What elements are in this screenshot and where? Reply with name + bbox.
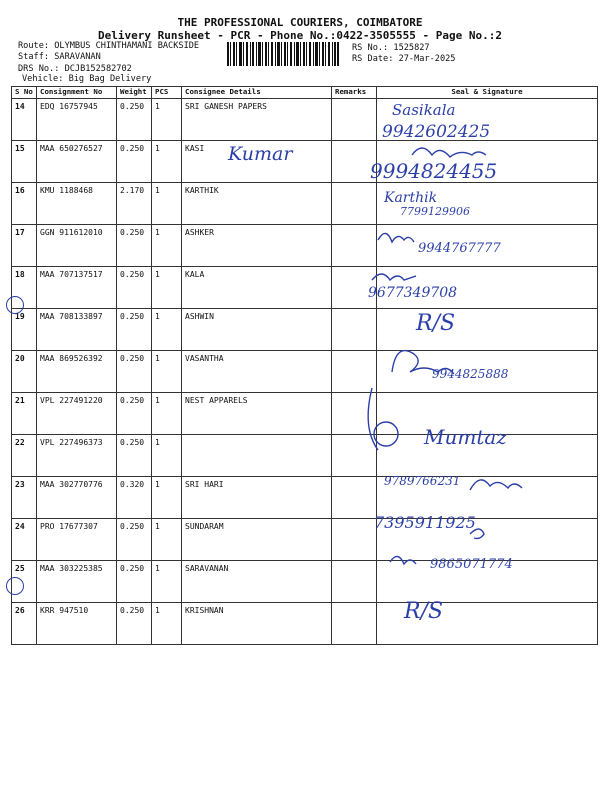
sig-18-phone: 9677349708 — [368, 285, 458, 301]
cell-weight: 0.250 — [117, 267, 152, 309]
cell-signature — [377, 267, 598, 309]
cell-consignment: VPL 227496373 — [37, 435, 117, 477]
circle-mark-26 — [6, 577, 24, 595]
table-row — [12, 309, 598, 351]
cell-sno: 22 — [12, 435, 37, 477]
cell-consignee: SUNDARAM — [182, 519, 332, 561]
cell-pcs: 1 — [152, 267, 182, 309]
table-row — [12, 99, 598, 141]
table-row — [12, 435, 598, 477]
cell-weight: 0.250 — [117, 351, 152, 393]
cell-consignee: VASANTHA — [182, 351, 332, 393]
table-row — [12, 603, 598, 645]
cell-sno: 15 — [12, 141, 37, 183]
table-row — [12, 519, 598, 561]
cell-sno: 26 — [12, 603, 37, 645]
company-title: THE PROFESSIONAL COURIERS, COIMBATORE — [177, 16, 423, 29]
cell-weight: 0.250 — [117, 99, 152, 141]
sig-14-phone: 9942602425 — [382, 122, 491, 142]
cell-weight: 0.250 — [117, 225, 152, 267]
cell-remarks — [332, 603, 377, 645]
cell-consignee: KASI — [182, 141, 332, 183]
sig-25-phone: 9865071774 — [430, 557, 513, 572]
table-row — [12, 351, 598, 393]
cell-pcs: 1 — [152, 477, 182, 519]
cell-weight: 0.320 — [117, 477, 152, 519]
sig-20-phone: 9944825888 — [432, 367, 509, 381]
col-consignment: Consignment No — [37, 87, 117, 99]
cell-pcs: 1 — [152, 99, 182, 141]
sig-15-remark: Kumar — [228, 143, 293, 165]
runsheet-table — [11, 86, 598, 645]
cell-signature — [377, 477, 598, 519]
cell-remarks — [332, 435, 377, 477]
cell-remarks — [332, 477, 377, 519]
table-row — [12, 183, 598, 225]
cell-consignment: MAA 650276527 — [37, 141, 117, 183]
cell-pcs: 1 — [152, 435, 182, 477]
cell-consignment: PRO 17677307 — [37, 519, 117, 561]
route-label: Route: OLYMBUS CHINTHAMANI BACKSIDE — [18, 41, 200, 51]
col-sno: S No — [12, 87, 37, 99]
table-row — [12, 141, 598, 183]
cell-weight: 0.250 — [117, 519, 152, 561]
cell-consignee: SARAVANAN — [182, 561, 332, 603]
cell-sno: 17 — [12, 225, 37, 267]
cell-consignment: MAA 869526392 — [37, 351, 117, 393]
cell-remarks — [332, 267, 377, 309]
sig-17-phone: 9944767777 — [418, 241, 501, 256]
cell-consignment: KMU 1188468 — [37, 183, 117, 225]
sig-16-phone: 7799129906 — [400, 205, 470, 218]
cell-pcs: 1 — [152, 309, 182, 351]
sig-14-name: Sasikala — [392, 101, 456, 119]
sig-23-phone: 9789766231 — [384, 474, 461, 488]
cell-remarks — [332, 519, 377, 561]
cell-signature — [377, 225, 598, 267]
cell-pcs: 1 — [152, 225, 182, 267]
cell-weight: 2.170 — [117, 183, 152, 225]
table-row — [12, 561, 598, 603]
rs-date: RS Date: 27-Mar-2025 — [352, 54, 456, 64]
cell-remarks — [332, 393, 377, 435]
sig-26-note: R/S — [404, 599, 444, 624]
cell-remarks — [332, 141, 377, 183]
cell-weight: 0.250 — [117, 393, 152, 435]
col-pcs: PCS — [152, 87, 182, 99]
cell-consignee: ASHKER — [182, 225, 332, 267]
cell-pcs: 1 — [152, 603, 182, 645]
vehicle-label: Vehicle: Big Bag Delivery — [22, 74, 152, 84]
col-remarks: Remarks — [332, 87, 377, 99]
cell-signature — [377, 393, 598, 435]
sig-15-phone: 9994824455 — [370, 159, 498, 183]
sig-22-name: Mumtaz — [424, 425, 507, 449]
cell-consignment: GGN 911612010 — [37, 225, 117, 267]
cell-pcs: 1 — [152, 183, 182, 225]
cell-sno: 19 — [12, 309, 37, 351]
cell-consignment: MAA 302770776 — [37, 477, 117, 519]
cell-remarks — [332, 351, 377, 393]
cell-consignment: MAA 303225385 — [37, 561, 117, 603]
cell-consignee: SRI HARI — [182, 477, 332, 519]
cell-weight: 0.250 — [117, 309, 152, 351]
cell-consignee: KRISHNAN — [182, 603, 332, 645]
cell-signature — [377, 99, 598, 141]
col-signature: Seal & Signature — [377, 87, 598, 99]
cell-consignee: SRI GANESH PAPERS — [182, 99, 332, 141]
cell-signature — [377, 603, 598, 645]
rs-number: RS No.: 1525827 — [352, 43, 430, 53]
sig-24-phone: 7395911925 — [374, 513, 476, 532]
cell-signature — [377, 435, 598, 477]
barcode-image — [227, 42, 339, 66]
cell-weight: 0.250 — [117, 603, 152, 645]
cell-remarks — [332, 225, 377, 267]
staff-label: Staff: SARAVANAN — [18, 52, 101, 62]
cell-consignment: MAA 707137517 — [37, 267, 117, 309]
table-row — [12, 267, 598, 309]
cell-consignee: ASHWIN — [182, 309, 332, 351]
cell-sno: 16 — [12, 183, 37, 225]
cell-sno: 20 — [12, 351, 37, 393]
cell-weight: 0.250 — [117, 141, 152, 183]
drs-number: DRS No.: DCJB152582702 — [18, 64, 132, 74]
cell-signature — [377, 351, 598, 393]
cell-remarks — [332, 309, 377, 351]
cell-consignee: KARTHIK — [182, 183, 332, 225]
sig-19-note: R/S — [416, 311, 456, 336]
cell-pcs: 1 — [152, 561, 182, 603]
cell-pcs: 1 — [152, 519, 182, 561]
cell-consignee — [182, 435, 332, 477]
cell-pcs: 1 — [152, 141, 182, 183]
table-header-row — [12, 87, 598, 99]
cell-consignment: EDQ 16757945 — [37, 99, 117, 141]
sig-16-name: Karthik — [384, 190, 438, 206]
cell-sno: 14 — [12, 99, 37, 141]
col-weight: Weight — [117, 87, 152, 99]
table-row — [12, 393, 598, 435]
table-row — [12, 477, 598, 519]
cell-signature — [377, 519, 598, 561]
cell-consignee: NEST APPARELS — [182, 393, 332, 435]
cell-sno: 24 — [12, 519, 37, 561]
circle-mark-19 — [6, 296, 24, 314]
cell-weight: 0.250 — [117, 561, 152, 603]
cell-sno: 23 — [12, 477, 37, 519]
cell-sno: 25 — [12, 561, 37, 603]
cell-pcs: 1 — [152, 393, 182, 435]
runsheet-subtitle: Delivery Runsheet - PCR - Phone No.:0422-3505555 - Page No.:2 — [98, 29, 502, 42]
cell-signature — [377, 561, 598, 603]
table-row — [12, 225, 598, 267]
cell-signature — [377, 141, 598, 183]
cell-remarks — [332, 99, 377, 141]
cell-sno: 21 — [12, 393, 37, 435]
cell-signature — [377, 183, 598, 225]
cell-consignment: MAA 708133897 — [37, 309, 117, 351]
cell-consignment: VPL 227491220 — [37, 393, 117, 435]
cell-pcs: 1 — [152, 351, 182, 393]
cell-remarks — [332, 183, 377, 225]
cell-weight: 0.250 — [117, 435, 152, 477]
cell-signature — [377, 309, 598, 351]
cell-consignment: KRR 947510 — [37, 603, 117, 645]
cell-remarks — [332, 561, 377, 603]
col-consignee: Consignee Details — [182, 87, 332, 99]
cell-consignee: KALA — [182, 267, 332, 309]
cell-sno: 18 — [12, 267, 37, 309]
